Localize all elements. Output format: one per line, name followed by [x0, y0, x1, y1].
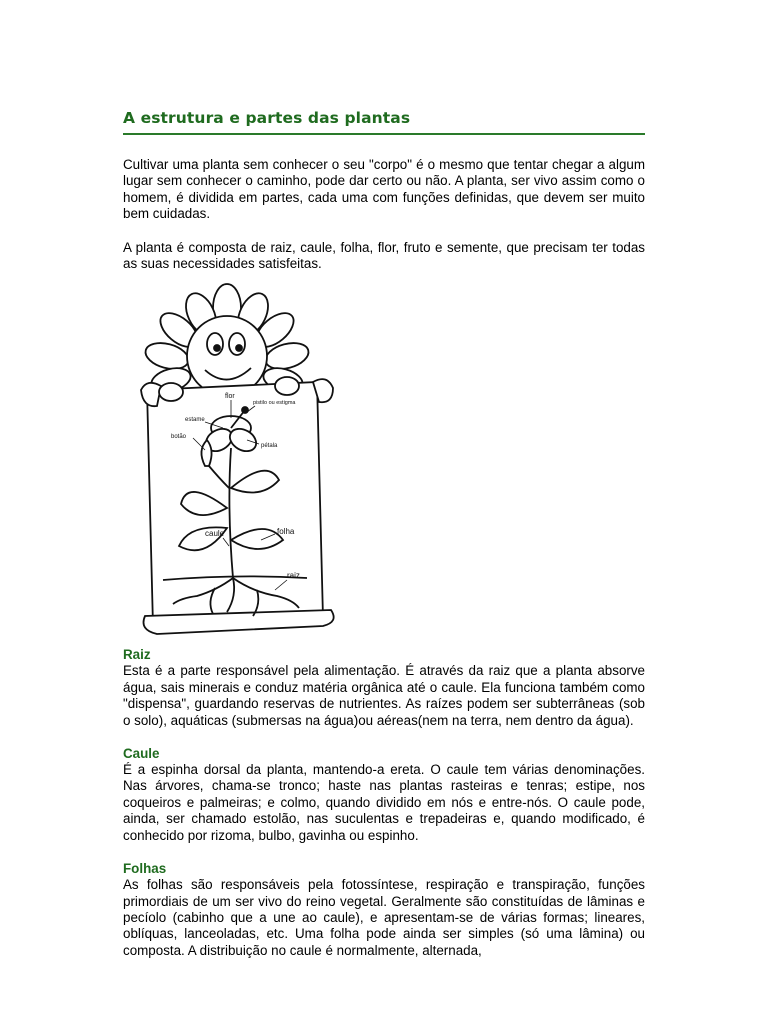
section-text: É a espinha dorsal da planta, mantendo-a ereta. O caule tem várias denominações. Nas árvores, chama-se tronco; haste nas plantas rasteiras e tenras; estipe, nos coqueiros e palmeiras; e colmo, quando dividido em nós e entre-nós. O caule pode, ainda, ser chamado estolão, nas suculentas e trepadeiras e, quando modificado, é conhecido por rizoma, bulbo, gavinha ou espinho.: [123, 762, 645, 843]
label-petala: pétala: [261, 443, 278, 450]
title-underline: [123, 133, 645, 135]
plant-drawing: [127, 278, 357, 638]
section-heading: Folhas: [123, 861, 167, 877]
bud-icon: [201, 440, 211, 466]
section-heading: Raiz: [123, 647, 151, 663]
smiling-face-icon: [187, 316, 267, 396]
label-caule: caule: [205, 529, 225, 539]
section-caule: [123, 745, 645, 844]
label-botao: botão: [171, 434, 187, 441]
label-folha: folha: [277, 527, 295, 537]
section-text: As folhas são responsáveis pela fotossíntese, respiração e transpiração, funções primordiais de um ser vivo do reino vegetal. Geralmente são constituídas de lâminas e pecíolo (cabinho que a une ao caule), e apresentam-se de várias formas; lineares, oblíquas, lanceoladas, etc. Uma folha pode ainda ser simples (só uma lâmina) ou composta. A distribuição no caule é normalmente, alternada,: [123, 877, 645, 958]
composition-paragraph: A planta é composta de raiz, caule, folha, flor, fruto e semente, que precisam ter todas as suas necessidades satisfeitas.: [123, 239, 645, 272]
label-flor: flor: [225, 393, 235, 401]
label-estame: estame: [185, 417, 205, 424]
section-raiz: [123, 646, 645, 729]
label-pistilo: pistilo ou estigma: [253, 400, 296, 407]
page-title: A estrutura e partes das plantas: [123, 109, 411, 127]
article: [123, 108, 645, 959]
intro-paragraph: Cultivar uma planta sem conhecer o seu "corpo" é o mesmo que tentar chegar a algum lugar sem conhecer o caminho, pode dar certo ou não. A planta, ser vivo assim como o homem, é dividida em partes, cada uma com funções definidas, que devem ser muito bem cuidadas.: [123, 157, 645, 222]
section-text: Esta é a parte responsável pela alimentação. É através da raiz que a planta absorve água, sais minerais e conduz matéria orgânica até o caule. Ela funciona também como "dispensa", guardando reservas de nutrientes. As raízes podem ser subterrâneas (sob o solo), aquáticas (submersas na água)ou aéreas(nem na terra, nem dentro da água).: [123, 663, 645, 728]
section-heading: Caule: [123, 746, 160, 762]
section-folhas: [123, 860, 645, 959]
plant-illustration: [127, 278, 357, 638]
label-raiz: raiz: [287, 571, 300, 581]
